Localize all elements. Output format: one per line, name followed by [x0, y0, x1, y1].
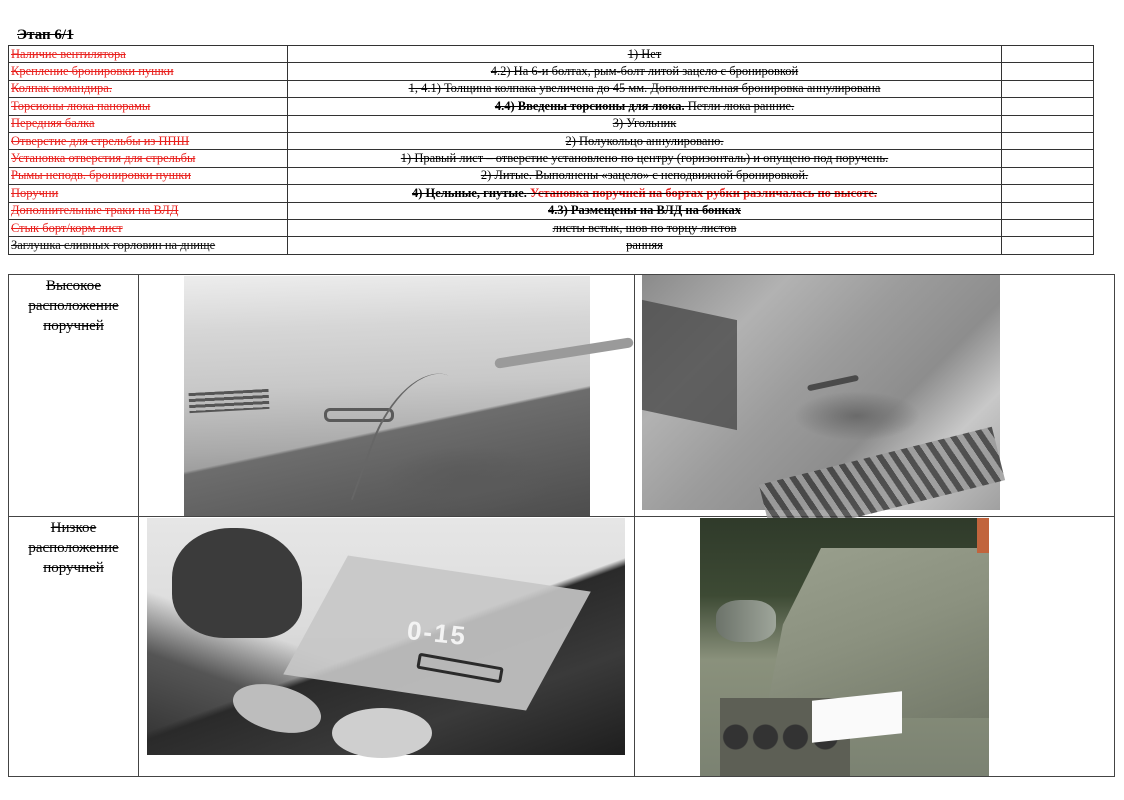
row-name: Дополнительные траки на ВЛД: [9, 202, 288, 219]
handrail: [807, 375, 859, 392]
hatch: [228, 676, 326, 741]
table-row: [9, 167, 1094, 184]
cable: [351, 359, 479, 528]
photo-cell: [139, 275, 635, 517]
fuel-drum: [716, 600, 776, 642]
photo-cell: [139, 517, 635, 777]
row-name: Передняя балка: [9, 115, 288, 132]
page-title: Этап 6/1: [17, 27, 74, 43]
label-cell: [9, 275, 139, 517]
row-value: [288, 202, 1002, 219]
row-label: Высокое расположение поручней: [28, 278, 119, 334]
crew-figure: [172, 528, 302, 638]
tank-number: 0-15: [405, 614, 469, 652]
row-extra: [1002, 150, 1094, 167]
hull: [765, 548, 989, 718]
row-extra: [1002, 115, 1094, 132]
row-name: Заглушка сливных горловин на днище: [9, 237, 288, 254]
value-bold: 4.4) Введены торсионы для люка.: [494, 98, 685, 113]
row-extra: [1002, 202, 1094, 219]
photo-cell: [635, 517, 1115, 777]
row-extra: [1002, 167, 1094, 184]
row-value: ранняя: [288, 237, 1002, 254]
value-rest: Петли люка ранние.: [684, 98, 795, 113]
table-row: [9, 202, 1094, 219]
table-row: [9, 46, 1094, 63]
table-row: [9, 219, 1094, 236]
row-extra: [1002, 46, 1094, 63]
label-cell: [9, 517, 139, 777]
hatch: [332, 708, 432, 758]
shadow-area: [642, 300, 737, 430]
row-extra: [1002, 185, 1094, 202]
row-value: листы встык, шов по торцу листов: [288, 219, 1002, 236]
row-name: Крепление бронировки пушки: [9, 63, 288, 80]
row-extra: [1002, 237, 1094, 254]
photo-cell: [635, 275, 1115, 517]
row-value: 1) Правый лист – отверстие установлено по центру (горизонталь) и опущено под поручень.: [288, 150, 1002, 167]
row-name: Поручни: [9, 185, 288, 202]
row-name: Наличие вентилятора: [9, 46, 288, 63]
low-handrail-photo-1: [147, 518, 625, 755]
high-handrail-photo-2: [642, 275, 1000, 510]
table-row: [9, 132, 1094, 149]
table-row: [9, 80, 1094, 97]
gun-barrel: [494, 337, 634, 369]
row-extra: [1002, 98, 1094, 115]
museum-sign: [812, 691, 902, 742]
table-row: [9, 237, 1094, 254]
row-value: 4.2) На 6-и болтах, рым-болт литой зацело с бронировкой: [288, 63, 1002, 80]
table-row: [9, 150, 1094, 167]
table-row: [9, 63, 1094, 80]
row-value: 1) Нет: [288, 46, 1002, 63]
row-name: Установка отверстия для стрельбы: [9, 150, 288, 167]
row-label: Низкое расположение поручней: [28, 520, 119, 576]
engine-grille: [189, 389, 270, 413]
value-red-note: Установка поручней на бортах рубки различалась по высоте.: [526, 185, 878, 200]
row-value: 3) Угольник: [288, 115, 1002, 132]
photo-row-high: [9, 275, 1115, 517]
row-name: Рымы неподв. бронировки пушки: [9, 167, 288, 184]
spec-table: [8, 45, 1094, 255]
value-bold: 4) Цельные, гнутые.: [411, 185, 527, 200]
row-extra: [1002, 219, 1094, 236]
row-extra: [1002, 80, 1094, 97]
high-handrail-photo-1: [184, 276, 590, 516]
row-name: Отверстие для стрельбы из ППШ: [9, 132, 288, 149]
row-value: 1, 4.1) Толщина колпака увеличена до 45 мм. Дополнительная бронировка аннулирована: [288, 80, 1002, 97]
table-row: [9, 185, 1094, 202]
table-row: [9, 115, 1094, 132]
row-name: Торсионы люка панорамы: [9, 98, 288, 115]
value-bold: 4.3) Размещены на ВЛД на бонках: [548, 203, 741, 218]
row-value: 2) Полукольцо аннулировано.: [288, 132, 1002, 149]
row-value: [288, 185, 1002, 202]
low-handrail-photo-2: [700, 518, 989, 776]
row-name: Колпак командира.: [9, 80, 288, 97]
row-value: 2) Литые. Выполнены «зацело» с неподвижной бронировкой.: [288, 167, 1002, 184]
background-building: [977, 518, 989, 553]
row-value: [288, 98, 1002, 115]
photo-table: [8, 274, 1115, 777]
photo-row-low: [9, 517, 1115, 777]
table-row: [9, 98, 1094, 115]
row-extra: [1002, 63, 1094, 80]
row-name: Стык борт/корм лист: [9, 219, 288, 236]
row-extra: [1002, 132, 1094, 149]
